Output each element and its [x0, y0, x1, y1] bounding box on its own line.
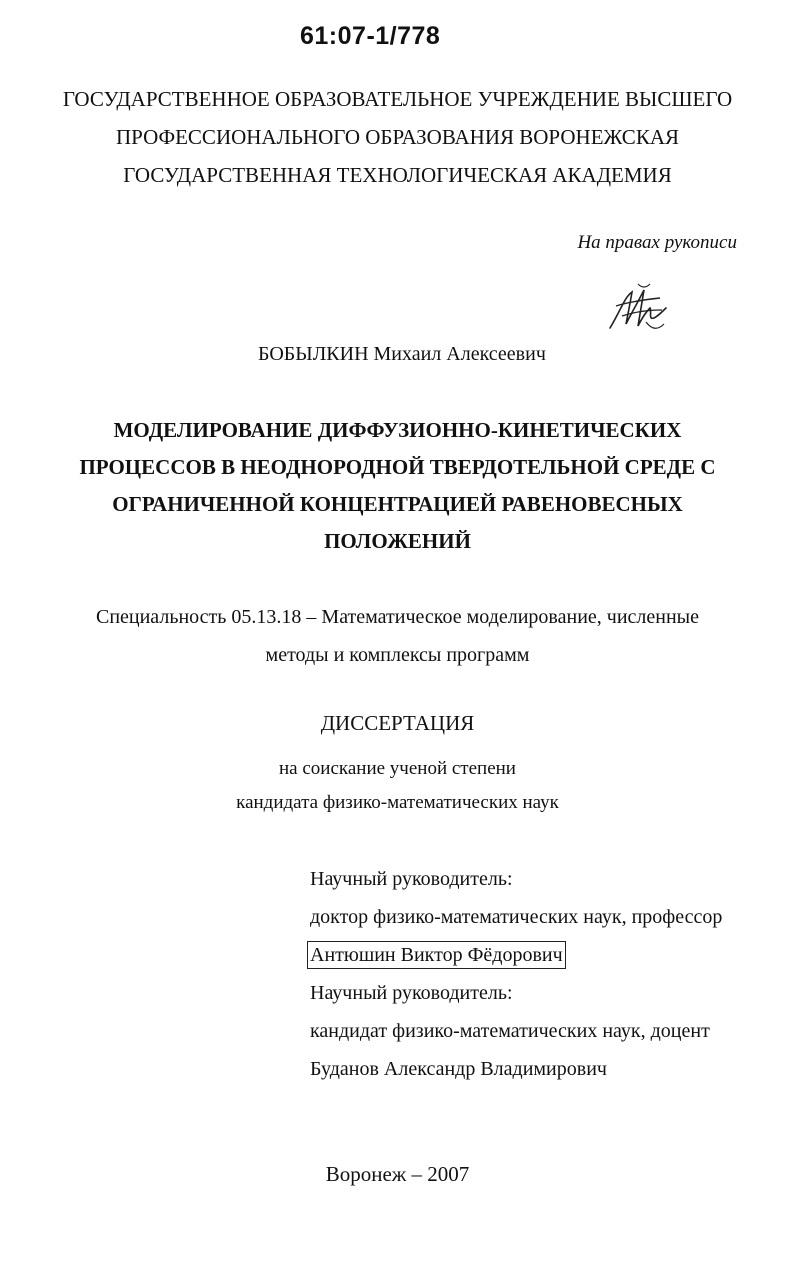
supervisor-role: Научный руководитель:: [310, 868, 513, 890]
title-line: МОДЕЛИРОВАНИЕ ДИФФУЗИОННО-КИНЕТИЧЕСКИХ: [113, 418, 682, 442]
author-name: БОБЫЛКИН Михаил Алексеевич: [258, 343, 546, 365]
city-year: Воронеж – 2007: [325, 1162, 470, 1186]
supervisors-block: [310, 860, 722, 1088]
degree-line: кандидата физико-математических наук: [236, 792, 559, 813]
supervisor-role: Научный руководитель:: [310, 982, 513, 1004]
supervisor-name-row: [310, 936, 722, 974]
title-line: ОГРАНИЧЕННОЙ КОНЦЕНТРАЦИЕЙ РАВЕНОВЕСНЫХ: [112, 492, 683, 516]
specialty-line: методы и комплексы программ: [265, 644, 530, 666]
catalog-number: 61:07-1/778: [300, 22, 441, 50]
specialty-line: Специальность 05.13.18 – Математическое моделирование, численные: [95, 606, 699, 628]
manuscript-note: На правах рукописи: [577, 232, 737, 253]
document-type: ДИССЕРТАЦИЯ: [320, 711, 475, 735]
supervisor-credentials: кандидат физико-математических наук, доцент: [310, 1020, 710, 1042]
supervisor-name: Буданов Александр Владимирович: [310, 1058, 607, 1080]
institution-line: ГОСУДАРСТВЕННАЯ ТЕХНОЛОГИЧЕСКАЯ АКАДЕМИЯ: [123, 163, 672, 187]
title-line: ПРОЦЕССОВ В НЕОДНОРОДНОЙ ТВЕРДОТЕЛЬНОЙ СРЕДЕ С: [79, 455, 716, 479]
supervisor-name-boxed: Антюшин Виктор Фёдорович: [307, 941, 566, 969]
institution-name: [0, 80, 795, 194]
dissertation-title: [0, 412, 795, 560]
supervisor-credentials: доктор физико-математических наук, профессор: [310, 906, 723, 928]
specialty: [0, 598, 795, 674]
institution-line: ПРОФЕССИОНАЛЬНОГО ОБРАЗОВАНИЯ ВОРОНЕЖСКАЯ: [115, 125, 679, 149]
signature-icon: [602, 278, 672, 338]
degree-line: на соискание ученой степени: [279, 758, 516, 779]
degree: [0, 752, 795, 820]
title-line: ПОЛОЖЕНИЙ: [324, 529, 471, 553]
institution-line: ГОСУДАРСТВЕННОЕ ОБРАЗОВАТЕЛЬНОЕ УЧРЕЖДЕНИЕ ВЫСШЕГО: [62, 87, 733, 111]
